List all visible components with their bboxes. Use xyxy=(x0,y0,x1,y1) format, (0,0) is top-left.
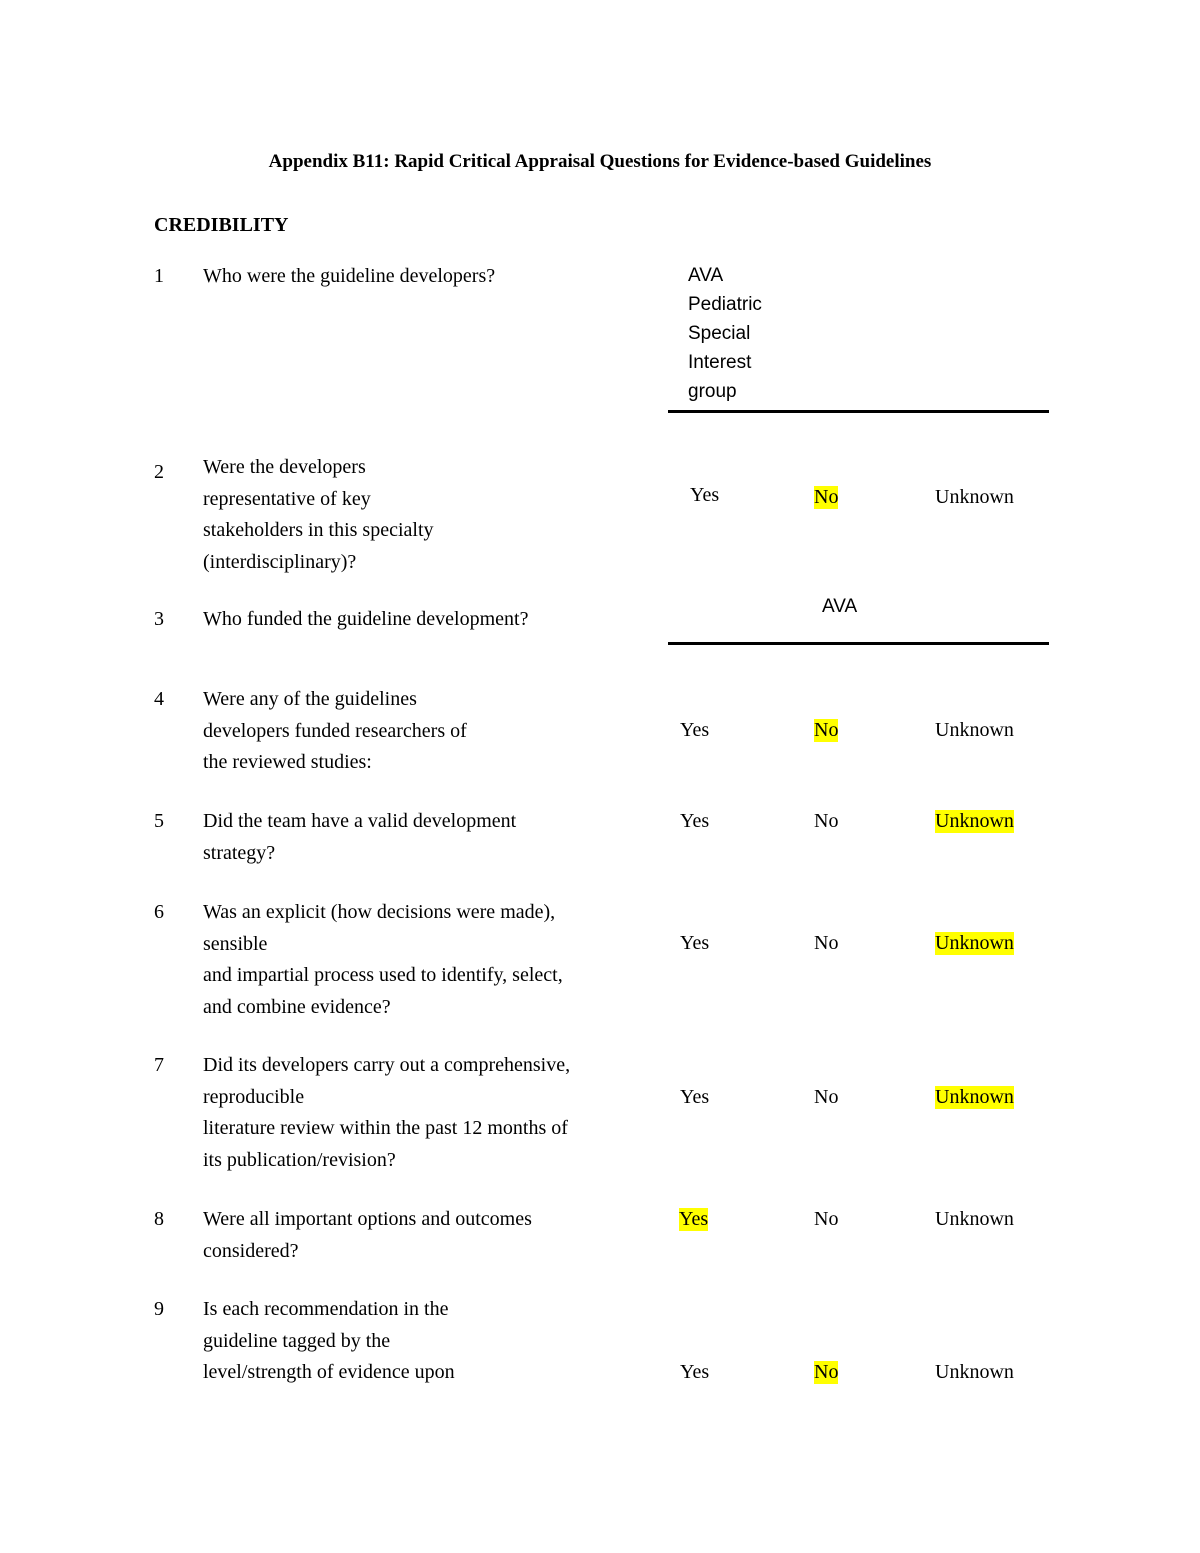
answer-rule xyxy=(668,642,1049,645)
question-number: 3 xyxy=(154,608,164,630)
question-number: 2 xyxy=(154,461,164,483)
page-title: Appendix B11: Rapid Critical Appraisal Questions for Evidence-based Guidelines xyxy=(268,151,932,172)
option-unknown-selected[interactable]: Unknown xyxy=(935,932,1014,954)
question-line: Were all important options and outcomes xyxy=(203,1208,532,1230)
option-unknown[interactable]: Unknown xyxy=(935,1208,1014,1230)
question-line: literature review within the past 12 months of xyxy=(203,1117,568,1139)
option-yes[interactable]: Yes xyxy=(680,1086,710,1108)
question-line: the reviewed studies: xyxy=(203,751,372,773)
question-line: developers funded researchers of xyxy=(203,719,467,742)
question-number: 9 xyxy=(154,1298,164,1320)
question-line: and impartial process used to identify, select, xyxy=(203,964,563,986)
question-line: representative of key xyxy=(203,487,371,510)
option-no[interactable]: No xyxy=(814,932,839,954)
option-unknown[interactable]: Unknown xyxy=(935,719,1014,741)
option-no-selected[interactable]: No xyxy=(814,1361,839,1383)
question-text xyxy=(203,806,516,869)
question-number: 4 xyxy=(154,688,164,710)
question-text xyxy=(203,1204,532,1267)
question-line: Did the team have a valid development xyxy=(203,810,517,832)
question-line: Is each recommendation in the xyxy=(203,1298,449,1320)
question-number: 1 xyxy=(154,265,164,287)
question-number: 6 xyxy=(154,901,164,923)
option-yes[interactable]: Yes xyxy=(680,932,710,954)
option-no-selected[interactable]: No xyxy=(814,486,839,508)
question-text xyxy=(203,261,495,293)
option-no-selected[interactable]: No xyxy=(814,719,839,741)
response-line: Pediatric xyxy=(688,294,762,315)
question-number: 7 xyxy=(154,1054,164,1076)
question-number: 5 xyxy=(154,810,164,832)
developer-response xyxy=(688,261,762,406)
question-line: Were any of the guidelines xyxy=(203,688,417,710)
question-line: stakeholders in this specialty xyxy=(203,519,434,541)
answer-rule xyxy=(668,410,1049,413)
response-line: Interest xyxy=(688,352,752,373)
question-text xyxy=(203,684,467,779)
option-unknown[interactable]: Unknown xyxy=(935,486,1014,508)
option-yes[interactable]: Yes xyxy=(690,484,720,506)
question-text xyxy=(203,452,434,578)
response-line: group xyxy=(688,381,737,402)
question-line: guideline tagged by the xyxy=(203,1329,391,1352)
question-line: and combine evidence? xyxy=(203,995,391,1018)
question-line: Was an explicit (how decisions were made), xyxy=(203,901,556,923)
question-text xyxy=(203,604,528,636)
option-no[interactable]: No xyxy=(814,810,839,832)
question-line: Who funded the guideline development? xyxy=(203,608,529,630)
option-no[interactable]: No xyxy=(814,1086,839,1108)
question-line: reproducible xyxy=(203,1085,305,1108)
question-line: considered? xyxy=(203,1239,299,1262)
question-number: 8 xyxy=(154,1208,164,1230)
option-yes-selected[interactable]: Yes xyxy=(679,1208,709,1230)
response-line: AVA xyxy=(688,265,724,286)
response-line: Special xyxy=(688,323,751,344)
question-line: sensible xyxy=(203,932,268,955)
question-line: its publication/revision? xyxy=(203,1148,396,1171)
question-line: level/strength of evidence upon xyxy=(203,1361,455,1383)
question-line: Who were the guideline developers? xyxy=(203,265,496,287)
question-text xyxy=(203,897,563,1023)
question-text xyxy=(203,1294,455,1389)
funder-response: AVA xyxy=(822,596,858,617)
option-yes[interactable]: Yes xyxy=(680,810,710,832)
option-unknown-selected[interactable]: Unknown xyxy=(935,810,1014,832)
question-line: strategy? xyxy=(203,841,276,864)
option-unknown-selected[interactable]: Unknown xyxy=(935,1086,1014,1108)
option-no[interactable]: No xyxy=(814,1208,839,1230)
question-line: Did its developers carry out a comprehensive, xyxy=(203,1054,571,1076)
option-yes[interactable]: Yes xyxy=(680,1361,710,1383)
question-line: (interdisciplinary)? xyxy=(203,550,357,573)
question-line: Were the developers xyxy=(203,456,366,478)
section-heading: CREDIBILITY xyxy=(154,214,289,236)
option-unknown[interactable]: Unknown xyxy=(935,1361,1014,1383)
option-yes[interactable]: Yes xyxy=(680,719,710,741)
question-text xyxy=(203,1050,570,1176)
